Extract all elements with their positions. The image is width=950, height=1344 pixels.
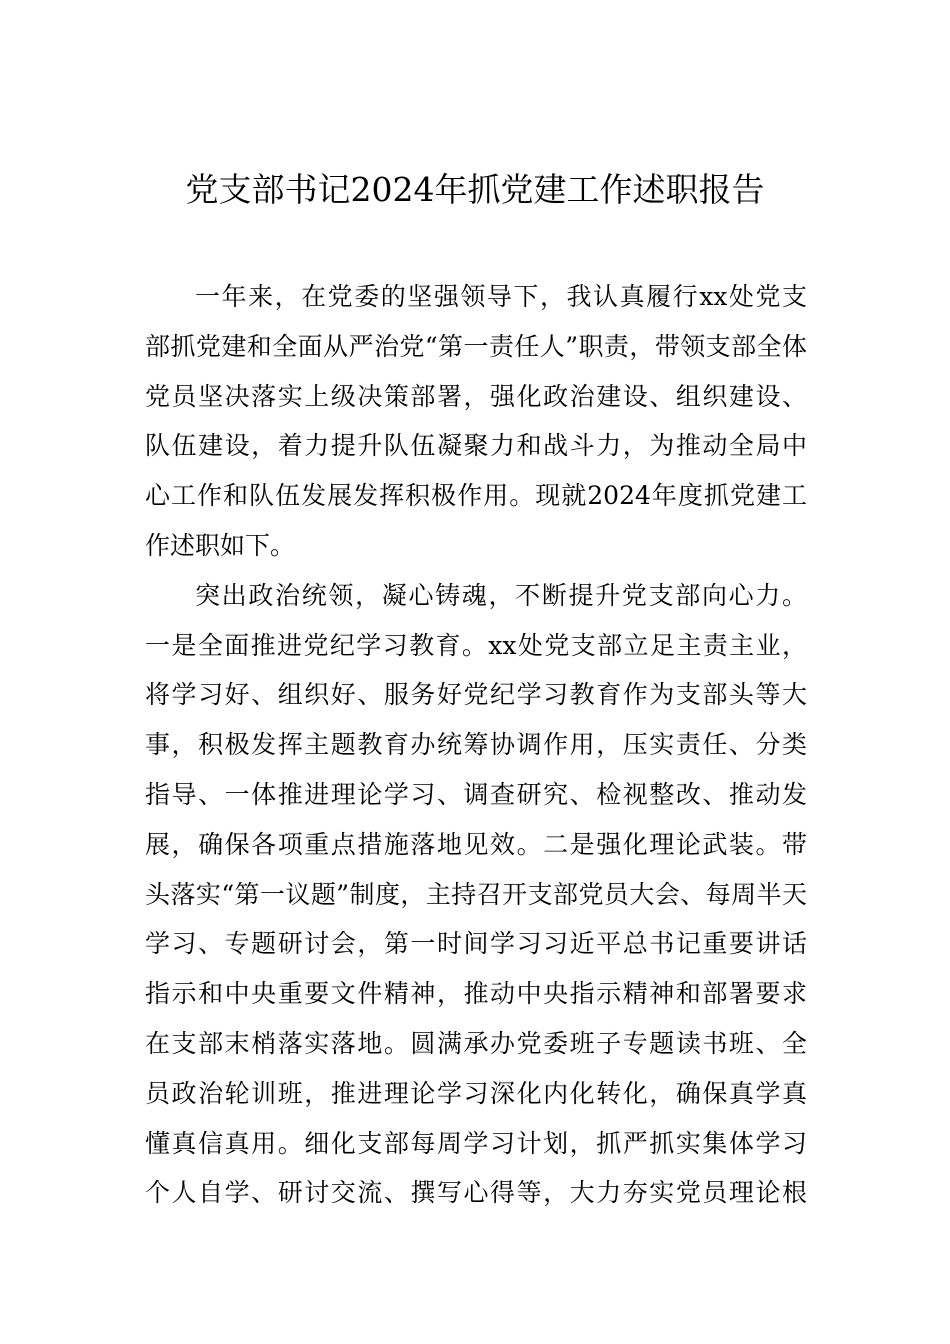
text-line: 心工作和队伍发展发挥积极作用。现就2024年度抓党建工 (145, 481, 807, 511)
text-line: 头落实“第一议题”制度，主持召开支部党员大会、每周半天 (145, 879, 807, 909)
text-line: 指导、一体推进理论学习、调查研究、检视整改、推动发 (145, 779, 807, 809)
text-line: 作述职如下。 (145, 530, 296, 560)
text-line: 员政治轮训班，推进理论学习深化内化转化，确保真学真 (145, 1078, 807, 1108)
text-line: 将学习好、组织好、服务好党纪学习教育作为支部头等大 (145, 680, 807, 710)
document-body (145, 272, 807, 1218)
text-line: 指示和中央重要文件精神，推动中央指示精神和部署要求 (145, 979, 807, 1009)
text-line: 突出政治统领，凝心铸魂，不断提升党支部向心力。 (195, 580, 807, 610)
text-line: 队伍建设，着力提升队伍凝聚力和战斗力，为推动全局中 (145, 431, 807, 461)
document-title: 党支部书记2024年抓党建工作述职报告 (185, 170, 765, 209)
text-line: 事，积极发挥主题教育办统筹协调作用，压实责任、分类 (145, 730, 807, 760)
text-line: 一是全面推进党纪学习教育。xx处党支部立足主责主业， (145, 630, 807, 660)
text-line: 党员坚决落实上级决策部署，强化政治建设、组织建设、 (145, 381, 807, 411)
text-line: 部抓党建和全面从严治党“第一责任人”职责，带领支部全体 (145, 331, 807, 361)
text-line: 个人自学、研讨交流、撰写心得等，大力夯实党员理论根 (145, 1178, 807, 1208)
text-line: 学习、专题研讨会，第一时间学习习近平总书记重要讲话 (145, 929, 807, 959)
text-line: 一年来，在党委的坚强领导下，我认真履行xx处党支 (195, 282, 807, 311)
text-line: 展，确保各项重点措施落地见效。二是强化理论武装。带 (145, 829, 807, 859)
text-line: 在支部末梢落实落地。圆满承办党委班子专题读书班、全 (145, 1028, 807, 1058)
text-line: 懂真信真用。细化支部每周学习计划，抓严抓实集体学习 (145, 1128, 807, 1158)
